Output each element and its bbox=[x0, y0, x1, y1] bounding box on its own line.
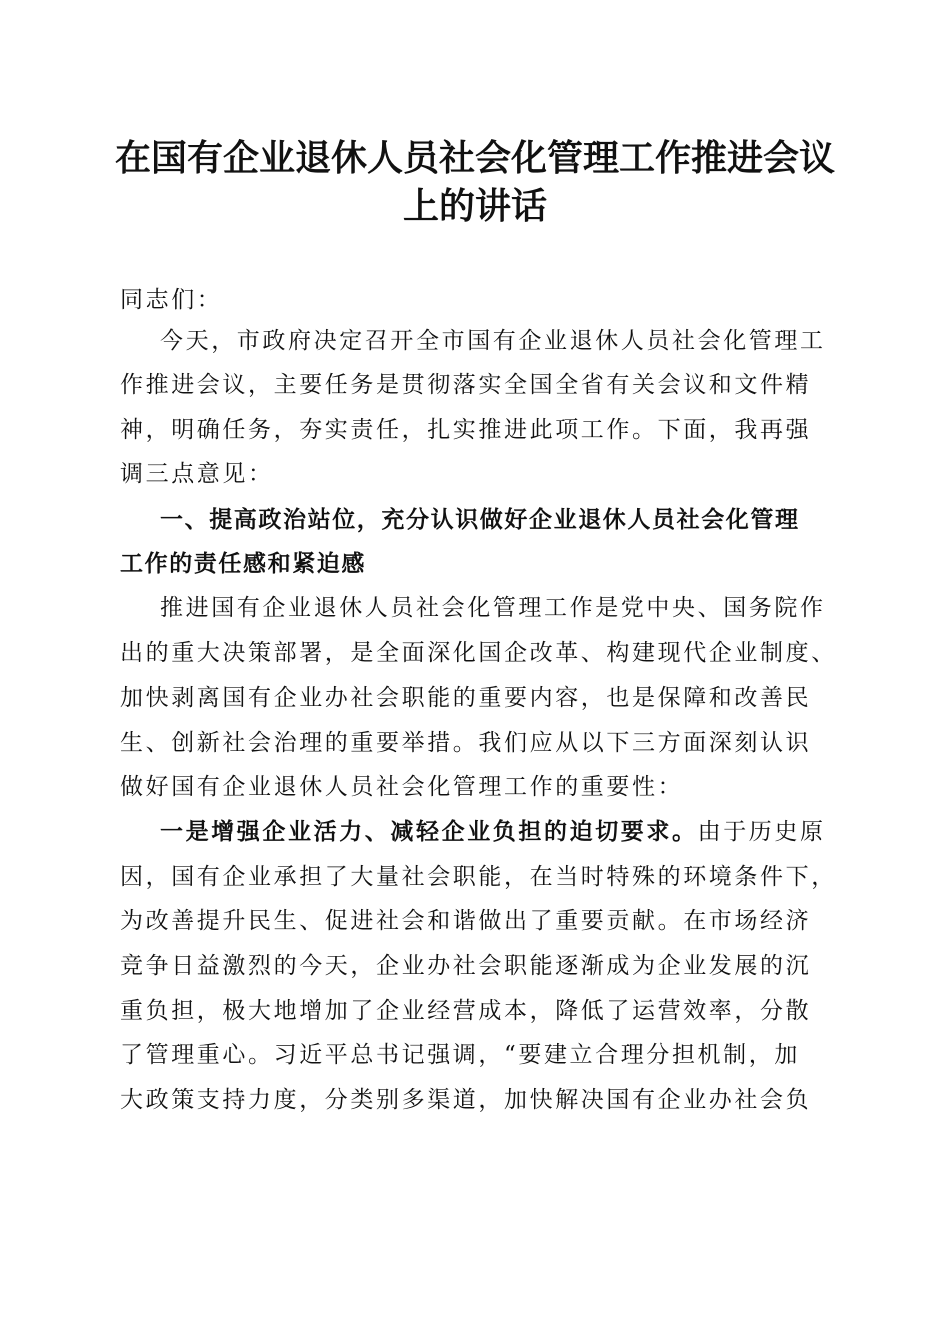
title-line-2: 上的讲话 bbox=[402, 185, 547, 227]
intro-line-3: 神，明确任务，夯实责任，扎实推进此项工作。下面，我再强 bbox=[120, 417, 812, 443]
section1-line-2: 出的重大决策部署，是全面深化国企改革、构建现代企业制度、 bbox=[120, 640, 837, 666]
section1-line-5: 做好国有企业退休人员社会化管理工作的重要性： bbox=[120, 774, 684, 800]
point1-line-2: 为改善提升民生、促进社会和谐做出了重要贡献。在市场经济 bbox=[120, 908, 812, 934]
section1-line-1: 推进国有企业退休人员社会化管理工作是党中央、国务院作 bbox=[160, 595, 826, 621]
point1-line-4: 重负担，极大地增加了企业经营成本，降低了运营效率，分散 bbox=[120, 998, 812, 1024]
point1-line-1: 因，国有企业承担了大量社会职能，在当时特殊的环境条件下， bbox=[120, 864, 837, 890]
intro-line-2: 作推进会议，主要任务是贯彻落实全国全省有关会议和文件精 bbox=[120, 372, 812, 398]
title-line-1: 在国有企业退休人员社会化管理工作推进会议 bbox=[114, 137, 835, 179]
point1-line-6: 大政策支持力度，分类别多渠道，加快解决国有企业办社会负 bbox=[120, 1087, 812, 1113]
intro-line-4: 调三点意见： bbox=[120, 461, 274, 487]
section1-heading-line-1: 一、提高政治站位，充分认识做好企业退休人员社会化管理 bbox=[160, 507, 800, 533]
section1-line-4: 生、创新社会治理的重要举措。我们应从以下三方面深刻认识 bbox=[120, 730, 812, 756]
point1-lead: 一是增强企业活力、减轻企业负担的迫切要求。 bbox=[160, 818, 698, 845]
intro-line-1: 今天，市政府决定召开全市国有企业退休人员社会化管理工 bbox=[160, 328, 826, 354]
section1-heading-line-2: 工作的责任感和紧迫感 bbox=[120, 551, 366, 577]
point1-line-5: 了管理重心。习近平总书记强调，“要建立合理分担机制，加 bbox=[120, 1042, 800, 1068]
point1-first-line bbox=[160, 817, 830, 847]
salutation: 同志们： bbox=[120, 287, 223, 313]
point1-first-rest: 由于历史原 bbox=[697, 819, 826, 845]
section1-line-3: 加快剥离国有企业办社会职能的重要内容，也是保障和改善民 bbox=[120, 685, 812, 711]
point1-line-3: 竞争日益激烈的今天，企业办社会职能逐渐成为企业发展的沉 bbox=[120, 953, 812, 979]
